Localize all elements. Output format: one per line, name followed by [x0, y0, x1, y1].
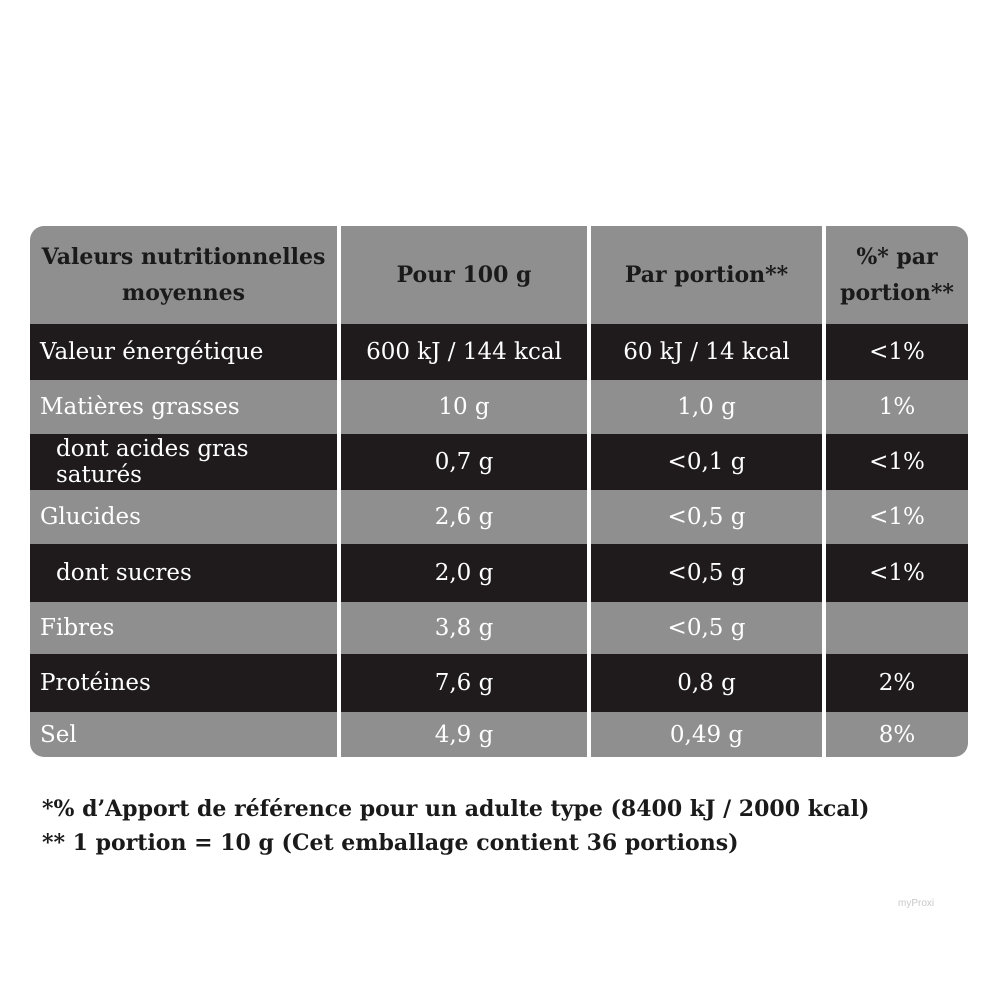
- table-header-row: [30, 226, 968, 324]
- table-row: [30, 712, 968, 757]
- table-row: [30, 490, 968, 544]
- row-per-100g: 3,8 g: [341, 602, 587, 654]
- row-per-100g: 4,9 g: [341, 712, 587, 757]
- row-label: Matières grasses: [30, 380, 337, 434]
- nutrition-table: [30, 226, 968, 757]
- row-percent: 2%: [826, 654, 968, 712]
- table-row: [30, 380, 968, 434]
- row-per-100g: 2,0 g: [341, 544, 587, 602]
- row-label: Glucides: [30, 490, 337, 544]
- header-per-portion: Par portion**: [591, 226, 822, 324]
- row-percent: <1%: [826, 490, 968, 544]
- row-per-portion: <0,1 g: [591, 434, 822, 490]
- footnote-reference-intake: *% d’Apport de référence pour un adulte type (8400 kJ / 2000 kcal): [42, 796, 870, 822]
- table-row: [30, 602, 968, 654]
- row-per-100g: 10 g: [341, 380, 587, 434]
- row-per-100g: 7,6 g: [341, 654, 587, 712]
- row-per-portion: <0,5 g: [591, 490, 822, 544]
- row-per-portion: <0,5 g: [591, 602, 822, 654]
- watermark: myProxi: [898, 898, 935, 909]
- row-per-portion: 1,0 g: [591, 380, 822, 434]
- row-per-portion: 0,49 g: [591, 712, 822, 757]
- row-label: Protéines: [30, 654, 337, 712]
- header-percent-portion: %* par portion**: [826, 226, 968, 324]
- row-percent: 8%: [826, 712, 968, 757]
- row-percent: <1%: [826, 544, 968, 602]
- row-per-100g: 600 kJ / 144 kcal: [341, 324, 587, 380]
- table-row: [30, 654, 968, 712]
- row-per-100g: 2,6 g: [341, 490, 587, 544]
- row-label: Sel: [30, 712, 337, 757]
- row-label: Fibres: [30, 602, 337, 654]
- row-percent: [826, 602, 968, 654]
- row-per-100g: 0,7 g: [341, 434, 587, 490]
- row-percent: 1%: [826, 380, 968, 434]
- row-per-portion: 60 kJ / 14 kcal: [591, 324, 822, 380]
- row-percent: <1%: [826, 324, 968, 380]
- footnotes: [42, 792, 869, 860]
- table-row: [30, 434, 968, 490]
- table-row: [30, 324, 968, 380]
- row-per-portion: 0,8 g: [591, 654, 822, 712]
- footnote-portion: ** 1 portion = 10 g (Cet emballage contient 36 portions): [42, 830, 739, 856]
- row-label: dont acides gras saturés: [30, 434, 337, 490]
- header-per-100g: Pour 100 g: [341, 226, 587, 324]
- row-per-portion: <0,5 g: [591, 544, 822, 602]
- row-label: dont sucres: [30, 544, 337, 602]
- row-percent: <1%: [826, 434, 968, 490]
- row-label: Valeur énergétique: [30, 324, 337, 380]
- table-row: [30, 544, 968, 602]
- header-nutrient: Valeurs nutritionnelles moyennes: [30, 226, 337, 324]
